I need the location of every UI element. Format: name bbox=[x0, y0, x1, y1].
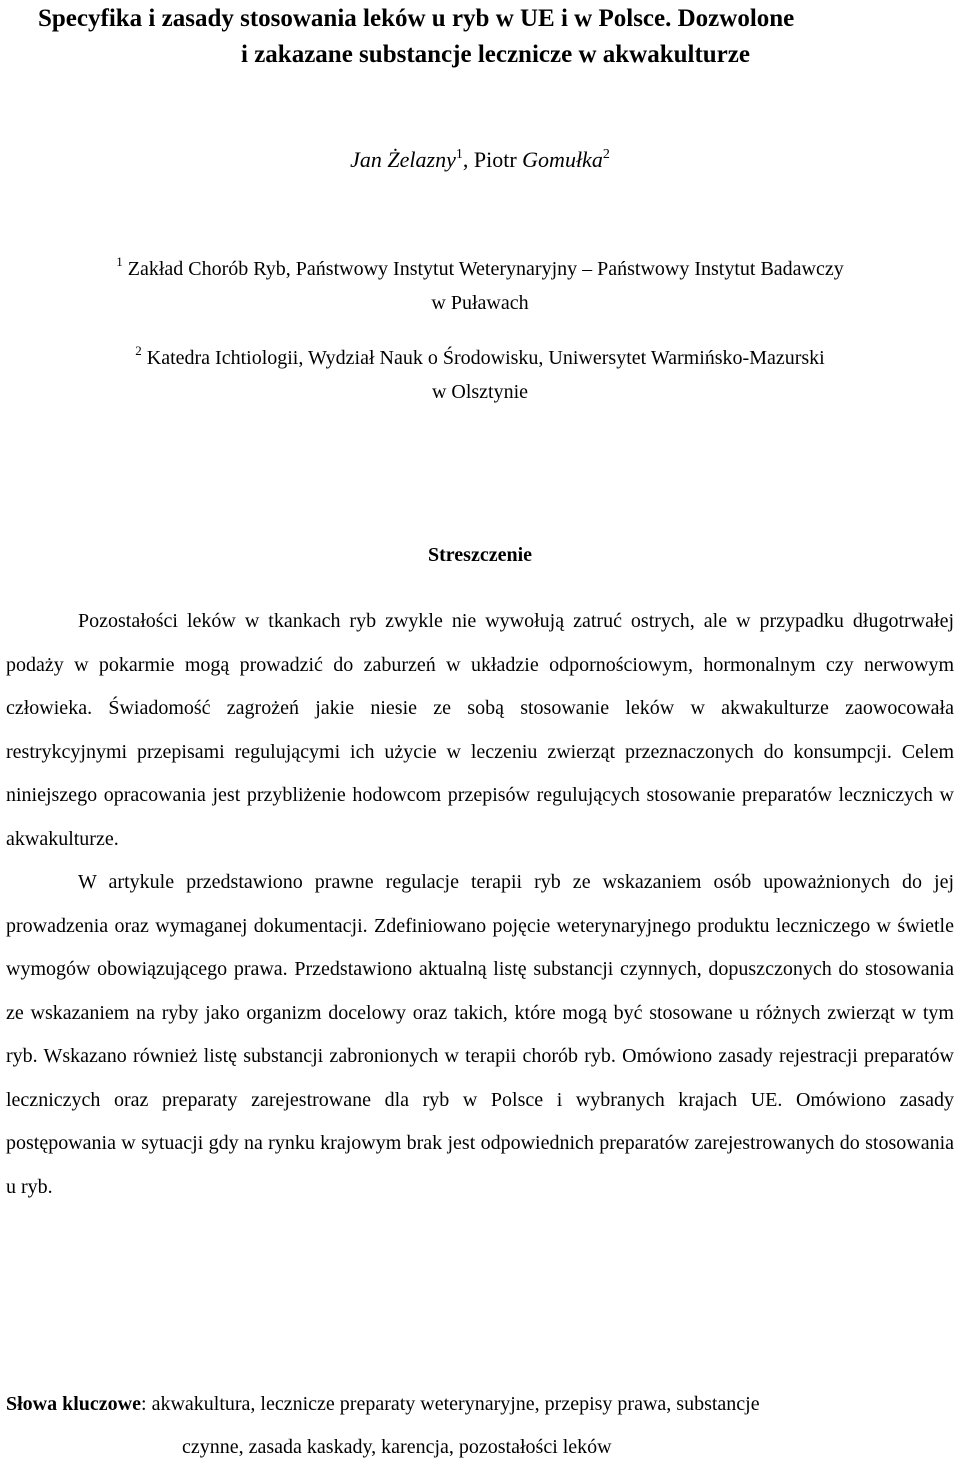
paper-title bbox=[38, 1, 953, 73]
paper-title-line-2: i zakazane substancje lecznicze w akwakulturze bbox=[241, 41, 750, 68]
abstract-heading: Streszczenie bbox=[427, 544, 533, 566]
abstract-body bbox=[6, 600, 954, 1209]
affiliation-1-mark: 1 bbox=[116, 254, 123, 269]
author-list bbox=[0, 143, 960, 177]
paper-title-line-1: Specyfika i zasady stosowania leków u ryb w UE i w Polsce. Dozwolone bbox=[38, 5, 795, 32]
affiliation-1-text: Zakład Chorób Ryb, Państwowy Instytut Weterynaryjny – Państwowy Instytut Badawczy bbox=[127, 258, 844, 280]
author-2-given-name: Piotr bbox=[473, 147, 523, 172]
abstract-paragraph-1: Pozostałości leków w tkankach ryb zwykle nie wywołują zatruć ostrych, ale w przypadku długotrwałej podaży w pokarmie mogą prowadzić do zaburzeń w układzie odpornościowym, hormonalnym czy nerwowym człowieka. Świadomość zagrożeń jakie niesie ze sobą stosowanie leków w akwakulturze zaowocowała restrykcyjnymi przepisami regulującymi ich użycie w leczeniu zwierząt przeznaczonych do konsumpcji. Celem niniejszego opracowania jest przybliżenie hodowcom przepisów regulujących stosowanie preparatów leczniczych w akwakulturze. bbox=[6, 610, 954, 850]
author-2-affiliation-mark: 2 bbox=[602, 147, 610, 162]
affiliation-2-line-2: w Olsztynie bbox=[431, 381, 529, 403]
author-separator: , bbox=[462, 147, 474, 172]
keywords-list-part-2: czynne, zasada kaskady, karencja, pozostałości leków bbox=[182, 1436, 612, 1458]
keywords-section bbox=[6, 1383, 954, 1469]
affiliation-2-mark: 2 bbox=[135, 343, 142, 358]
affiliation-1-line-1 bbox=[0, 252, 960, 286]
keywords-colon: : bbox=[141, 1393, 147, 1415]
affiliation-1-line-2: w Puławach bbox=[431, 292, 529, 314]
author-2-surname: Gomułka bbox=[522, 147, 603, 172]
keywords-label: Słowa kluczowe bbox=[6, 1393, 141, 1415]
author-1-affiliation-mark: 1 bbox=[455, 147, 463, 162]
affiliation-2 bbox=[0, 341, 960, 409]
keywords-line-1 bbox=[6, 1393, 760, 1415]
author-1-name: Jan Żelazny bbox=[350, 147, 456, 172]
abstract-paragraph-2: W artykule przedstawiono prawne regulacje terapii ryb ze wskazaniem osób upoważnionych do jej prowadzenia oraz wymaganej dokumentacji. Zdefiniowano pojęcie weterynaryjnego produktu leczniczego w świetle wymogów obowiązującego prawa. Przedstawiono aktualną listę substancji czynnych, dopuszczonych do stosowania ze wskazaniem na ryby jako organizm docelowy oraz takich, które mogą być stosowane u różnych zwierząt w tym ryb. Wskazano również listę substancji zabronionych w terapii chorób ryb. Omówiono zasady rejestracji preparatów leczniczych oraz preparaty zarejestrowane dla ryb w Polsce i wybranych krajach UE. Omówiono zasady postępowania w sytuacji gdy na rynku krajowym brak jest odpowiednich preparatów zarejestrowanych do stosowania u ryb. bbox=[6, 871, 954, 1198]
affiliation-1 bbox=[0, 252, 960, 320]
affiliation-2-text: Katedra Ichtiologii, Wydział Nauk o Środowisku, Uniwersytet Warmińsko-Mazurski bbox=[146, 347, 825, 369]
affiliation-2-line-1 bbox=[0, 341, 960, 375]
keywords-list-part-1: akwakultura, lecznicze preparaty weterynaryjne, przepisy prawa, substancje bbox=[146, 1393, 760, 1415]
